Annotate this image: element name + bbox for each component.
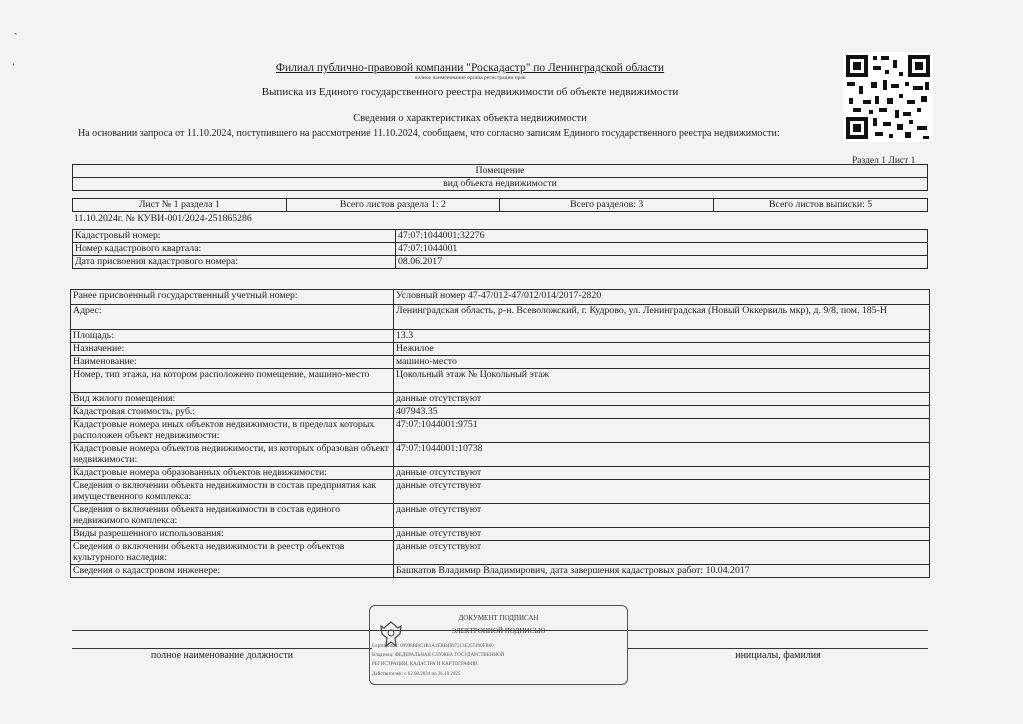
sheet-number: Лист № 1 раздела 1 (73, 199, 287, 212)
row-value: 47:07:1044001:9751 (394, 419, 930, 443)
row-value: 13.3 (394, 330, 930, 343)
table-row (71, 541, 930, 565)
document-title: Выписка из Единого государственного реестра недвижимости об объекте недвижимости (261, 86, 679, 98)
row-value: данные отсутствуют (394, 528, 930, 541)
row-value: данные отсутствуют (394, 541, 930, 565)
row-label: Кадастровые номера объектов недвижимости, из которых образован объект недвижимости: (71, 443, 394, 467)
table-row (73, 230, 928, 243)
row-label: Адрес: (71, 305, 394, 330)
row-label: Виды разрешенного использования: (71, 528, 394, 541)
stamp-certificate: Сертификат: 00998BDC1B1A1EBB4897213E257490FB60 (372, 644, 494, 649)
row-value: 47:07:1044001:10738 (394, 443, 930, 467)
section-label: Раздел 1 Лист 1 (852, 156, 916, 166)
table-row (71, 356, 930, 369)
table-row (73, 256, 928, 269)
row-value: машино-место (394, 356, 930, 369)
position-caption: полное наименование должности (72, 648, 372, 661)
sections-total: Всего разделов: 3 (500, 199, 714, 212)
table-row (71, 393, 930, 406)
request-number: 11.10.2024г. № КУВИ-001/2024-251865286 (74, 213, 252, 224)
table-row (71, 443, 930, 467)
stamp-title: ДОКУМЕНТ ПОДПИСАН (458, 614, 539, 622)
row-value: данные отсутствуют (394, 504, 930, 528)
row-label: Сведения о включении объекта недвижимости в состав единого недвижимого комплекса: (71, 504, 394, 528)
name-caption: инициалы, фамилия (628, 648, 928, 661)
sheets-table (72, 198, 928, 212)
object-type-table (72, 164, 928, 191)
row-value: Башкатов Владимир Владимирович, дата завершения кадастровых работ: 10.04.2017 (394, 565, 930, 578)
row-label: Кадастровый номер: (73, 230, 396, 243)
table-row (71, 330, 930, 343)
row-label: Назначение: (71, 343, 394, 356)
sheets-in-section: Всего листов раздела 1: 2 (286, 199, 500, 212)
row-value: 08.06.2017 (396, 256, 928, 269)
table-row (71, 504, 930, 528)
stamp-owner: Владелец: ФЕДЕРАЛЬНАЯ СЛУЖБА ГОСУДАРСТВЕННОЙ (372, 653, 505, 658)
object-type: Помещение (73, 165, 928, 178)
document-subtitle: Сведения о характеристиках объекта недвижимости (353, 113, 587, 124)
row-label: Кадастровые номера образованных объектов недвижимости: (71, 467, 394, 480)
basis-text: На основании запроса от 11.10.2024, поступившего на рассмотрение 11.10.2024, сообщаем, что согласно записям Единого государственного реестра недвижимости: (78, 128, 780, 139)
sheets-total: Всего листов выписки: 5 (714, 199, 928, 212)
row-label: Кадастровая стоимость, руб.: (71, 406, 394, 419)
table-row (71, 467, 930, 480)
row-label: Площадь: (71, 330, 394, 343)
stamp-validity: Действителен: с 02.08.2024 по 26.10.2025 (372, 672, 461, 677)
row-label: Номер, тип этажа, на котором расположено помещение, машино-место (71, 369, 394, 393)
row-value: Условный номер 47-47/012-47/012/014/2017-2820 (394, 290, 930, 305)
qr-code-icon (843, 52, 933, 142)
table-row (71, 369, 930, 393)
object-type-caption: вид объекта недвижимости (73, 178, 928, 191)
row-label: Наименование: (71, 356, 394, 369)
row-value: данные отсутствуют (394, 480, 930, 504)
row-value: 47:07:1044001 (396, 243, 928, 256)
row-value: 407943.35 (394, 406, 930, 419)
row-label: Ранее присвоенный государственный учетный номер: (71, 290, 394, 305)
row-label: Кадастровые номера иных объектов недвижимости, в пределах которых расположен объект недвижимости: (71, 419, 394, 443)
stamp-subtitle: ЭЛЕКТРОННОЙ ПОДПИСЬЮ (451, 627, 546, 635)
table-row (71, 290, 930, 305)
stamp-owner-cont: РЕГИСТРАЦИИ, КАДАСТРА И КАРТОГРАФИИ (372, 662, 478, 667)
table-row (73, 243, 928, 256)
e-signature-stamp (369, 605, 628, 685)
row-value: Нежилое (394, 343, 930, 356)
org-name: Филиал публично-правовой компании "Роскадастр" по Ленинградской области (275, 62, 665, 74)
request-number-table (72, 213, 928, 225)
table-row (71, 565, 930, 578)
row-label: Сведения о включении объекта недвижимости в состав предприятия как имущественного комплекса: (71, 480, 394, 504)
table-row (71, 406, 930, 419)
row-label: Номер кадастрового квартала: (73, 243, 396, 256)
row-label: Дата присвоения кадастрового номера: (73, 256, 396, 269)
org-caption: полное наименование органа регистрации прав (414, 75, 526, 81)
row-value: данные отсутствуют (394, 393, 930, 406)
table-row (71, 343, 930, 356)
row-value: данные отсутствуют (394, 467, 930, 480)
row-label: Сведения о включении объекта недвижимости в реестр объектов культурного наследия: (71, 541, 394, 565)
edge-mark: ʼ (12, 62, 15, 72)
table-row (71, 528, 930, 541)
table-row (71, 480, 930, 504)
row-label: Сведения о кадастровом инженере: (71, 565, 394, 578)
identifiers-table (72, 229, 928, 269)
row-value: 47:07:1044001:32276 (396, 230, 928, 243)
row-value: Цокольный этаж № Цокольный этаж (394, 369, 930, 393)
row-label: Вид жилого помещения: (71, 393, 394, 406)
edge-mark: - (14, 28, 17, 38)
table-row (71, 305, 930, 330)
table-row (71, 419, 930, 443)
characteristics-table (70, 289, 930, 578)
row-value: Ленинградская область, р-н. Всеволожский, г. Кудрово, ул. Ленинградская (Новый Оккервиль мкр), д. 9/8, пом. 185-Н (394, 305, 930, 330)
